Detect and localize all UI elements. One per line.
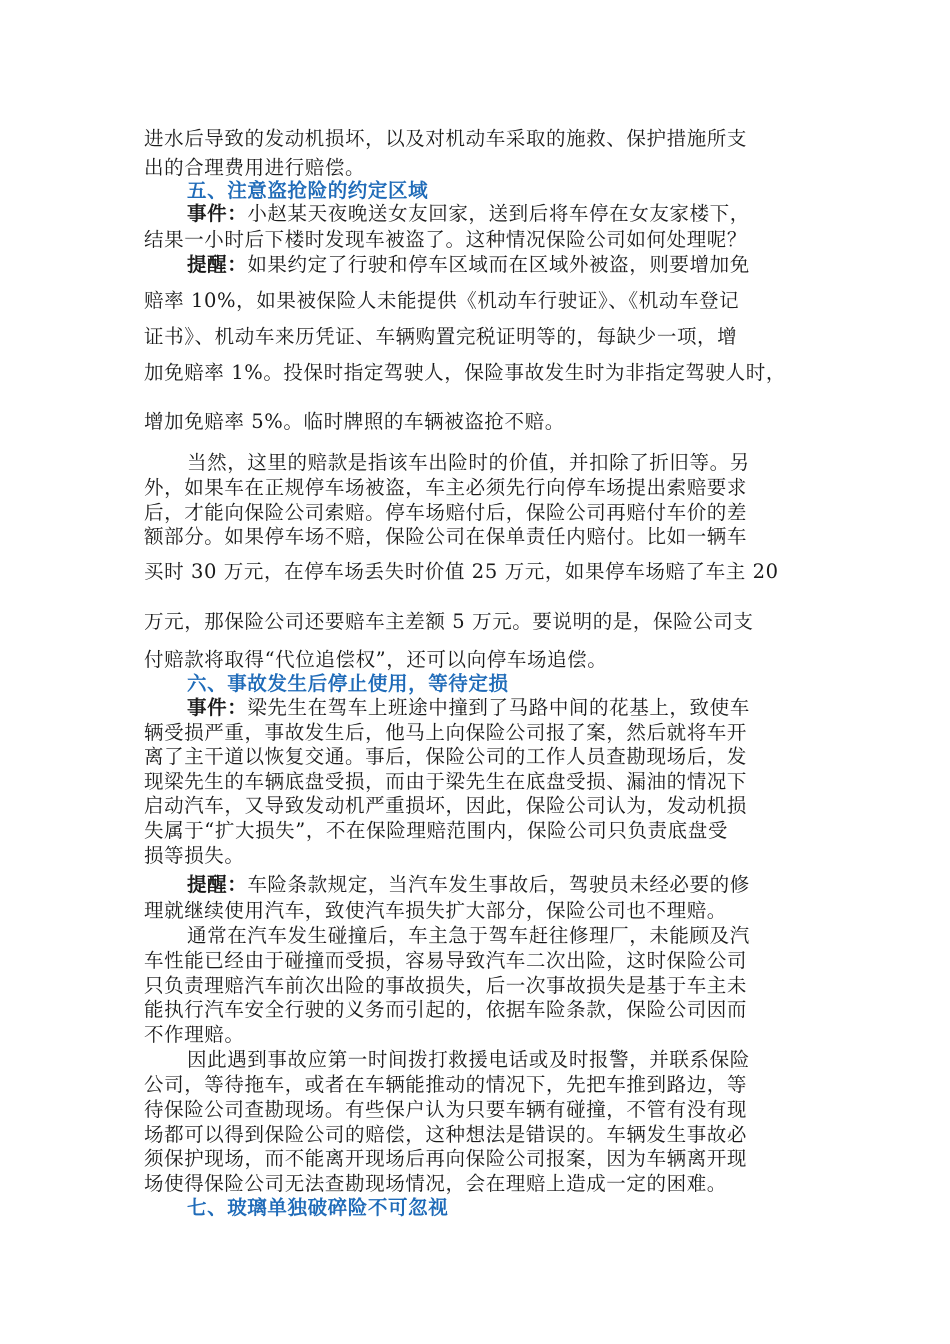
paragraph-line: 场使得保险公司无法查勘现场情况，会在理赔上造成一定的困难。 xyxy=(144,1172,727,1195)
paragraph-line: 离了主干道以恢复交通。事后，保险公司的工作人员查勘现场后，发 xyxy=(144,745,748,768)
paragraph-line: 场都可以得到保险公司的赔偿，这种想法是错误的。车辆发生事故必 xyxy=(144,1123,748,1146)
paragraph-line: 万元，那保险公司还要赔车主差额 5 万元。要说明的是，保险公司支 xyxy=(144,610,754,633)
reminder-label: 提醒： xyxy=(187,253,248,276)
paragraph-line: 通常在汽车发生碰撞后，车主急于驾车赶往修理厂，未能顾及汽 xyxy=(187,924,750,947)
paragraph-line: 买时 30 万元，在停车场丢失时价值 25 万元，如果停车场赔了车主 20 xyxy=(144,560,779,583)
paragraph-line: 加免赔率 1%。投保时指定驾驶人，保险事故发生时为非指定驾驶人时， xyxy=(144,361,786,384)
paragraph-text: 小赵某天夜晚送女友回家，送到后将车停在女友家楼下， xyxy=(247,202,750,225)
paragraph-line: 出的合理费用进行赔偿。 xyxy=(144,156,366,179)
event-label: 事件： xyxy=(187,696,248,719)
paragraph-line: 因此遇到事故应第一时间拨打救援电话或及时报警，并联系保险 xyxy=(187,1048,750,1071)
paragraph-line: 外，如果车在正规停车场被盗，车主必须先行向停车场提出索赔要求 xyxy=(144,476,748,499)
paragraph-line: 付赔款将取得“代位追偿权”，还可以向停车场追偿。 xyxy=(144,648,608,671)
paragraph-line: 进水后导致的发动机损坏，以及对机动车采取的施救、保护措施所支 xyxy=(144,127,748,150)
paragraph-line: 后，才能向保险公司索赔。停车场赔付后，保险公司再赔付车价的差 xyxy=(144,501,748,524)
paragraph-text: 梁先生在驾车上班途中撞到了马路中间的花基上，致使车 xyxy=(247,696,750,719)
paragraph-line: 额部分。如果停车场不赔，保险公司在保单责任内赔付。比如一辆车 xyxy=(144,525,748,548)
paragraph-line: 现梁先生的车辆底盘受损，而由于梁先生在底盘受损、漏油的情况下 xyxy=(144,770,748,793)
paragraph-line: 须保护现场，而不能离开现场后再向保险公司报案，因为车辆离开现 xyxy=(144,1147,748,1170)
paragraph-line: 车性能已经由于碰撞而受损，容易导致汽车二次出险，这时保险公司 xyxy=(144,949,748,972)
reminder-label: 提醒： xyxy=(187,873,248,896)
paragraph-line: 赔率 10%，如果被保险人未能提供《机动车行驶证》、《机动车登记 xyxy=(144,289,740,312)
paragraph-line: 失属于“扩大损失”，不在保险理赔范围内，保险公司只负责底盘受 xyxy=(144,819,728,842)
paragraph-line: 证书》、机动车来历凭证、车辆购置完税证明等的，每缺少一项，增 xyxy=(144,325,738,348)
section-heading-5: 五、注意盗抢险的约定区域 xyxy=(187,179,429,202)
paragraph-line: 理就继续使用汽车，致使汽车损失扩大部分，保险公司也不理赔。 xyxy=(144,899,727,922)
paragraph-text: 如果约定了行驶和停车区域而在区域外被盗，则要增加免 xyxy=(247,253,750,276)
section-heading-7: 七、玻璃单独破碎险不可忽视 xyxy=(187,1196,449,1219)
paragraph-line: 能执行汽车安全行驶的义务而引起的，依据车险条款，保险公司因而 xyxy=(144,998,748,1021)
paragraph-line: 辆受损严重，事故发生后，他马上向保险公司报了案，然后就将车开 xyxy=(144,721,748,744)
paragraph-text: 车险条款规定，当汽车发生事故后，驾驶员未经必要的修 xyxy=(247,873,750,896)
paragraph-line: 公司，等待拖车，或者在车辆能推动的情况下，先把车推到路边，等 xyxy=(144,1073,748,1096)
section-heading-6: 六、事故发生后停止使用，等待定损 xyxy=(187,672,509,695)
paragraph-line: 只负责理赔汽车前次出险的事故损失，后一次事故损失是基于车主未 xyxy=(144,974,748,997)
paragraph-line: 启动汽车，又导致发动机严重损坏，因此，保险公司认为，发动机损 xyxy=(144,794,748,817)
paragraph-line xyxy=(0,250,950,280)
paragraph-line: 不作理赔。 xyxy=(144,1023,245,1046)
paragraph-line: 待保险公司查勘现场。有些保户认为只要车辆有碰撞，不管有没有现 xyxy=(144,1098,748,1121)
paragraph-line: 结果一小时后下楼时发现车被盗了。这种情况保险公司如何处理呢？ xyxy=(144,228,748,251)
paragraph-line: 当然，这里的赔款是指该车出险时的价值，并扣除了折旧等。另 xyxy=(187,451,750,474)
paragraph-line: 增加免赔率 5%。临时牌照的车辆被盗抢不赔。 xyxy=(144,410,565,433)
paragraph-line: 损等损失。 xyxy=(144,844,245,867)
event-label: 事件： xyxy=(187,202,248,225)
